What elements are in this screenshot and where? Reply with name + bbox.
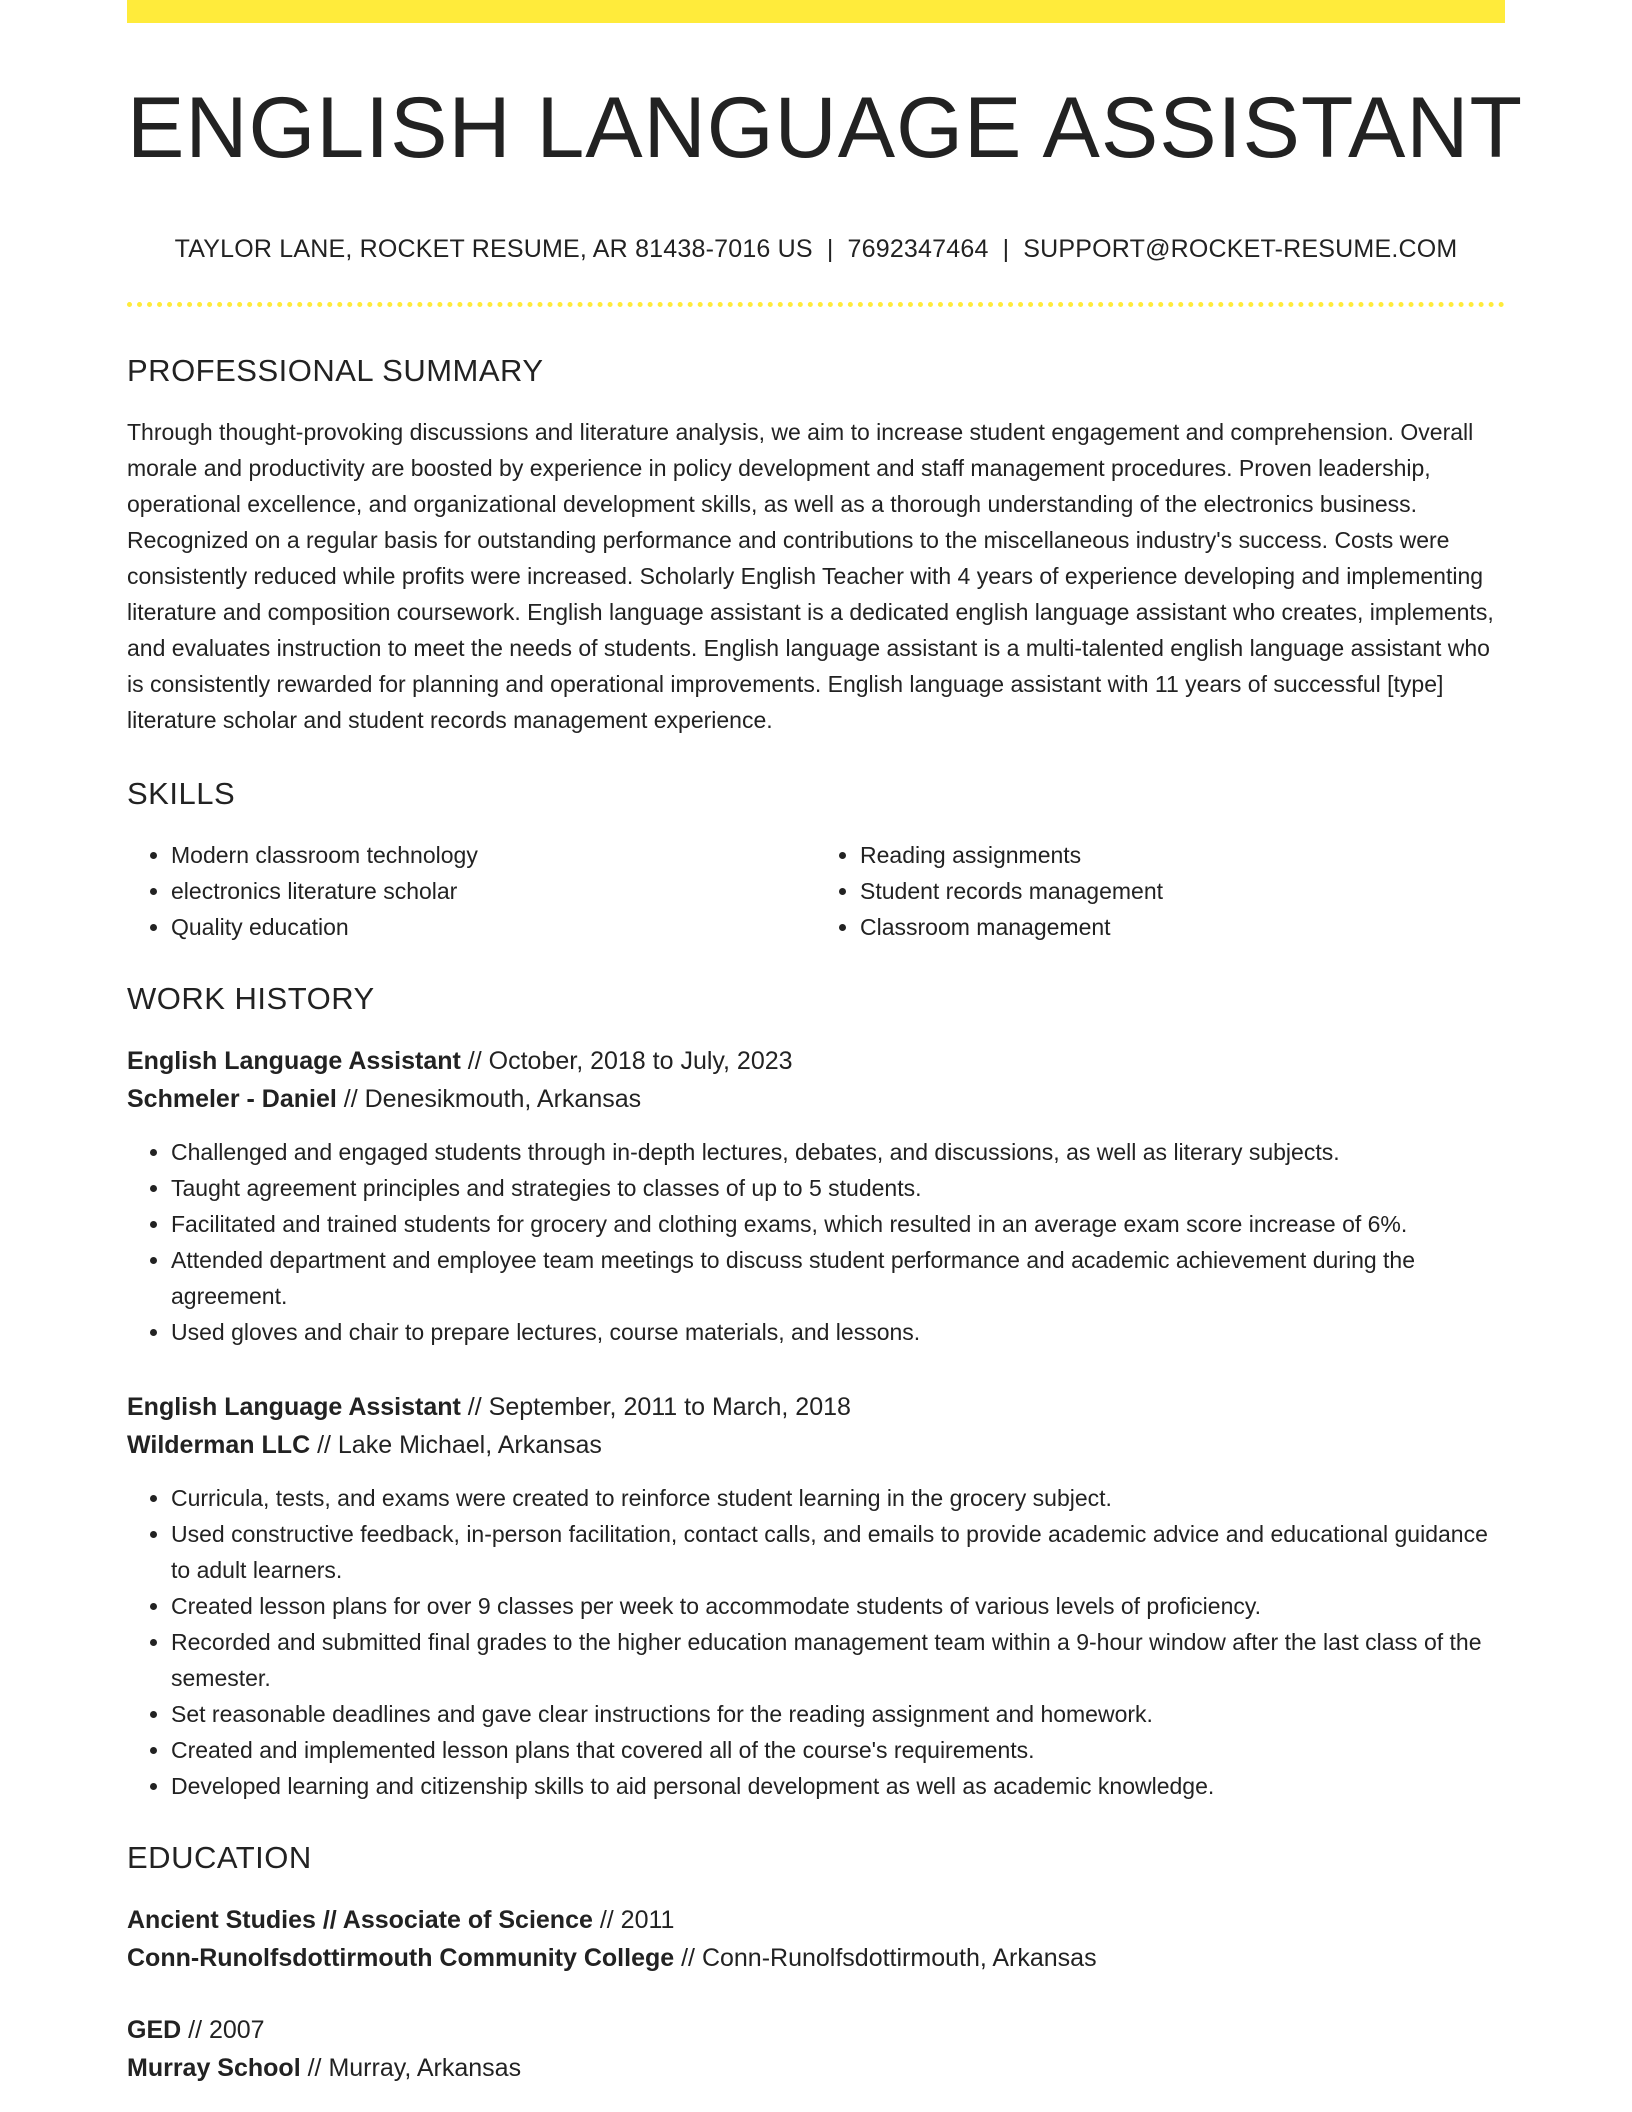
job-duty: • Used constructive feedback, in-person facilitation, contact calls, and emails to provide academic advice and educational guidance to adult learners. (171, 1516, 1505, 1588)
summary-heading: PROFESSIONAL SUMMARY (127, 353, 544, 388)
dotted-divider (127, 302, 1505, 307)
education-school: Murray School (127, 2054, 301, 2082)
education-school-line (127, 1939, 1505, 1977)
job-dates: // October, 2018 to July, 2023 (460, 1047, 793, 1075)
top-accent-bar (127, 0, 1505, 23)
job-duty: • Created and implemented lesson plans that covered all of the course's requirements. (171, 1732, 1505, 1768)
work-history-heading: WORK HISTORY (127, 981, 375, 1016)
contact-line (127, 235, 1505, 264)
education-heading: EDUCATION (127, 1840, 312, 1875)
skills-column-right (816, 837, 1505, 945)
job-company: Wilderman LLC (127, 1431, 311, 1459)
summary-text: Through thought-provoking discussions and literature analysis, we aim to increase student engagement and comprehension. Overall morale and productivity are boosted by experience in policy development and staff management procedures. Proven leadership, operational excellence, and organizational development skills, as well as a thorough understanding of the electronics business. Recognized on a regular basis for outstanding performance and contributions to the miscellaneous industry's success. Costs were consistently reduced while profits were increased. Scholarly English Teacher with 4 years of experience developing and implementing literature and composition coursework. English language assistant is a dedicated english language assistant who creates, implements, and evaluates instruction to meet the needs of students. English language assistant is a multi-talented english language assistant who is consistently rewarded for planning and operational improvements. English language assistant with 11 years of successful [type] literature scholar and student records management experience. (127, 419, 1494, 733)
skills-heading: SKILLS (127, 776, 236, 811)
job-duty: • Used gloves and chair to prepare lectures, course materials, and lessons. (171, 1314, 1505, 1350)
contact-separator: | (826, 235, 834, 263)
job-duty: • Developed learning and citizenship skills to aid personal development as well as academic knowledge. (171, 1768, 1505, 1804)
education-degree-line (127, 1901, 1505, 1939)
job-duty: • Set reasonable deadlines and gave clear instructions for the reading assignment and homework. (171, 1696, 1505, 1732)
education-location: // Murray, Arkansas (300, 2054, 522, 2082)
job-location: // Denesikmouth, Arkansas (336, 1085, 642, 1113)
skill-item: • electronics literature scholar (171, 873, 816, 909)
education-degree: GED (127, 2016, 182, 2044)
job-role: English Language Assistant (127, 1393, 461, 1421)
job-company-line (127, 1080, 1505, 1118)
education-entry (127, 1901, 1505, 1977)
job-dates: // September, 2011 to March, 2018 (460, 1393, 851, 1421)
job-duty: • Recorded and submitted final grades to the higher education management team within a 9-hour window after the last class of the semester. (171, 1624, 1505, 1696)
skill-item: • Classroom management (860, 909, 1505, 945)
job-duty: • Challenged and engaged students through in-depth lectures, debates, and discussions, as well as literary subjects. (171, 1134, 1505, 1170)
job-entry (127, 1042, 1505, 1350)
job-company-line (127, 1426, 1505, 1464)
education-degree-line (127, 2011, 1505, 2049)
education-year: // 2007 (181, 2016, 265, 2044)
skills-column-left (127, 837, 816, 945)
job-duty: • Attended department and employee team meetings to discuss student performance and academic achievement during the agreement. (171, 1242, 1505, 1314)
contact-address: TAYLOR LANE, ROCKET RESUME, AR 81438-7016 US (174, 235, 813, 263)
skill-item: • Reading assignments (860, 837, 1505, 873)
job-duties (127, 1480, 1505, 1804)
job-role: English Language Assistant (127, 1047, 461, 1075)
education-year: // 2011 (592, 1906, 675, 1934)
job-duty: • Taught agreement principles and strategies to classes of up to 5 students. (171, 1170, 1505, 1206)
education-entry (127, 2011, 1505, 2087)
education-school: Conn-Runolfsdottirmouth Community College (127, 1944, 675, 1972)
job-duty: • Curricula, tests, and exams were created to reinforce student learning in the grocery subject. (171, 1480, 1505, 1516)
job-entry (127, 1388, 1505, 1804)
job-duty: • Created lesson plans for over 9 classes per week to accommodate students of various levels of proficiency. (171, 1588, 1505, 1624)
skill-item: • Student records management (860, 873, 1505, 909)
contact-phone: 7692347464 (847, 235, 989, 263)
resume-title: ENGLISH LANGUAGE ASSISTANT (127, 80, 1523, 176)
education-location: // Conn-Runolfsdottirmouth, Arkansas (674, 1944, 1097, 1972)
skill-item: • Modern classroom technology (171, 837, 816, 873)
education-school-line (127, 2049, 1505, 2087)
job-role-line (127, 1388, 1505, 1426)
job-location: // Lake Michael, Arkansas (310, 1431, 602, 1459)
skills-list (127, 837, 1505, 945)
job-company: Schmeler - Daniel (127, 1085, 337, 1113)
education-degree: Ancient Studies // Associate of Science (127, 1906, 593, 1934)
skill-item: • Quality education (171, 909, 816, 945)
resume-page (127, 0, 1523, 2087)
job-duty: • Facilitated and trained students for grocery and clothing exams, which resulted in an average exam score increase of 6%. (171, 1206, 1505, 1242)
job-duties (127, 1134, 1505, 1350)
contact-separator: | (1002, 235, 1010, 263)
contact-email: SUPPORT@ROCKET-RESUME.COM (1023, 235, 1458, 263)
job-role-line (127, 1042, 1505, 1080)
